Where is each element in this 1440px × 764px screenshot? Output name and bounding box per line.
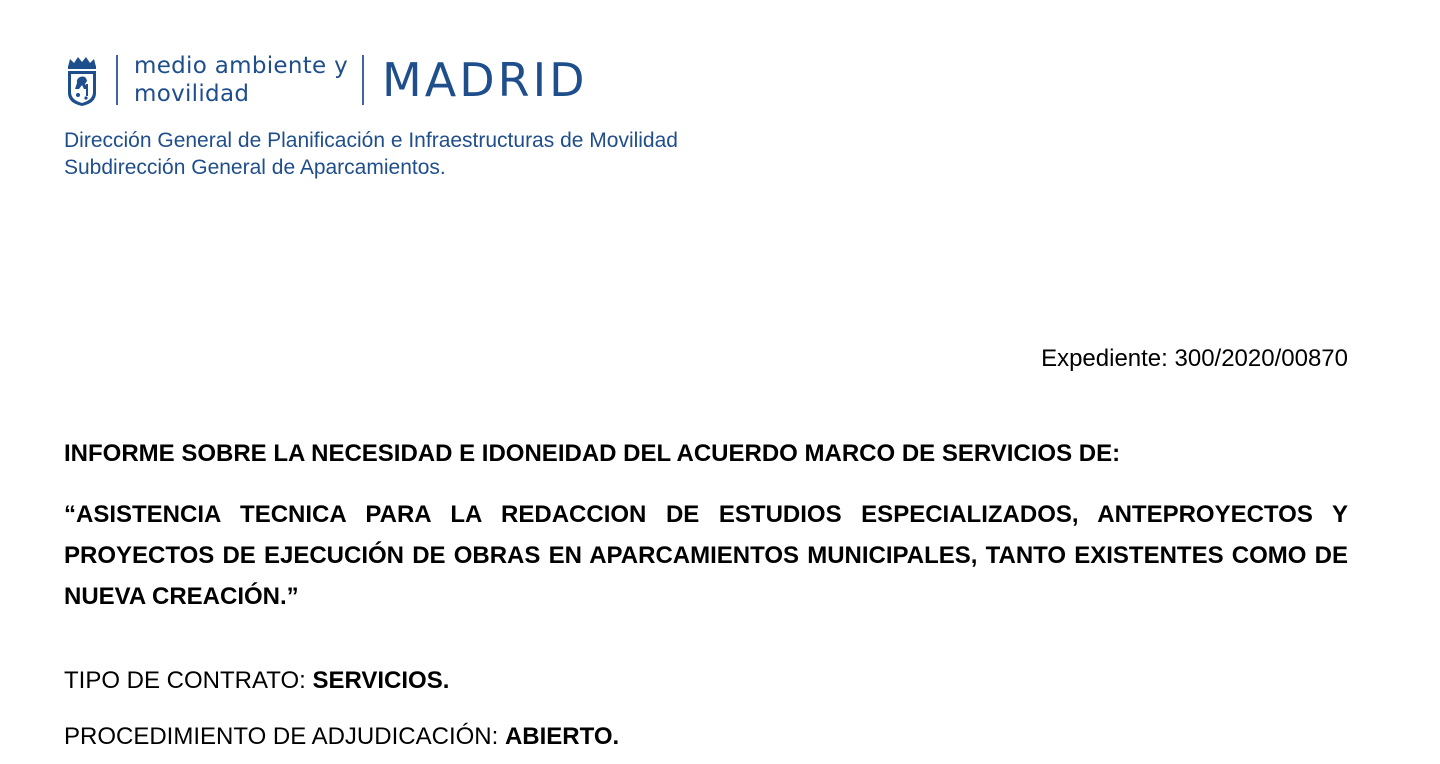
subdirectorate-name: Subdirección General de Aparcamientos. <box>64 156 446 179</box>
contract-type-label: TIPO DE CONTRATO: <box>64 667 313 694</box>
madrid-logo <box>64 52 588 108</box>
award-procedure <box>64 721 619 753</box>
report-subject: “ASISTENCIA TECNICA PARA LA REDACCION DE ESTUDIOS ESPECIALIZADOS, ANTEPROYECTOS Y PROYECTOS DE EJECUCIÓN DE OBRAS EN APARCAMIENTOS MUNICIPALES, TANTO EXISTENTES COMO DE NUEVA CREACIÓN.” <box>64 501 1348 610</box>
department-name <box>134 52 348 108</box>
logo-divider <box>116 55 118 105</box>
directorate-name: Dirección General de Planificación e Infraestructuras de Movilidad <box>64 129 678 152</box>
issuing-office <box>64 127 678 181</box>
department-name-line-1: medio ambiente y <box>134 53 349 79</box>
contract-type <box>64 665 449 697</box>
logo-divider <box>362 55 364 105</box>
city-name: MADRID <box>382 53 588 107</box>
madrid-coat-of-arms-icon <box>64 53 100 107</box>
award-procedure-value: ABIERTO. <box>504 723 620 750</box>
file-number: Expediente: 300/2020/00870 <box>1041 345 1348 372</box>
contract-type-value: SERVICIOS. <box>312 667 450 694</box>
report-title: INFORME SOBRE LA NECESIDAD E IDONEIDAD DEL ACUERDO MARCO DE SERVICIOS DE: <box>64 440 1121 467</box>
award-procedure-label: PROCEDIMIENTO DE ADJUDICACIÓN: <box>64 723 505 750</box>
department-name-line-2: movilidad <box>134 81 250 107</box>
